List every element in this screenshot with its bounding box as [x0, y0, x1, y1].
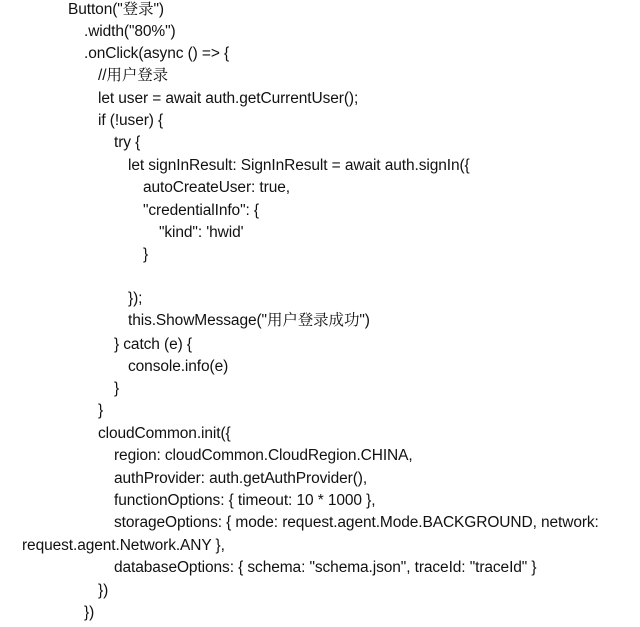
- code-line: }): [98, 582, 109, 599]
- code-line: }: [98, 402, 104, 419]
- code-line: }: [143, 246, 149, 263]
- code-line: }: [114, 380, 120, 397]
- code-line: databaseOptions: { schema: "schema.json", traceId: "traceId" }: [114, 559, 537, 576]
- code-line: try {: [114, 134, 141, 151]
- code-line: this.ShowMessage("用户登录成功"): [128, 312, 370, 329]
- code-line: let signInResult: SignInResult = await auth.signIn({: [128, 157, 470, 174]
- code-line: });: [128, 290, 143, 307]
- code-line: Button("登录"): [68, 1, 164, 18]
- code-line: cloudCommon.init({: [98, 425, 231, 442]
- code-line: } catch (e) {: [114, 336, 192, 353]
- code-line: storageOptions: { mode: request.agent.Mode.BACKGROUND, network:: [114, 514, 599, 531]
- code-line: }): [84, 604, 95, 621]
- code-line: authProvider: auth.getAuthProvider(),: [114, 470, 368, 487]
- code-line: region: cloudCommon.CloudRegion.CHINA,: [114, 447, 413, 464]
- code-line: request.agent.Network.ANY },: [22, 537, 225, 554]
- code-line: functionOptions: { timeout: 10 * 1000 },: [114, 492, 376, 509]
- code-line: "kind": 'hwid': [159, 224, 244, 241]
- code-line: .width("80%"): [84, 23, 176, 40]
- code-line: "credentialInfo": {: [143, 202, 259, 219]
- code-line: if (!user) {: [98, 112, 164, 129]
- code-line: let user = await auth.getCurrentUser();: [98, 90, 359, 107]
- code-line: //用户登录: [98, 67, 169, 84]
- code-line: autoCreateUser: true,: [143, 179, 290, 196]
- code-line: .onClick(async () => {: [84, 45, 230, 62]
- code-line: console.info(e): [128, 358, 229, 375]
